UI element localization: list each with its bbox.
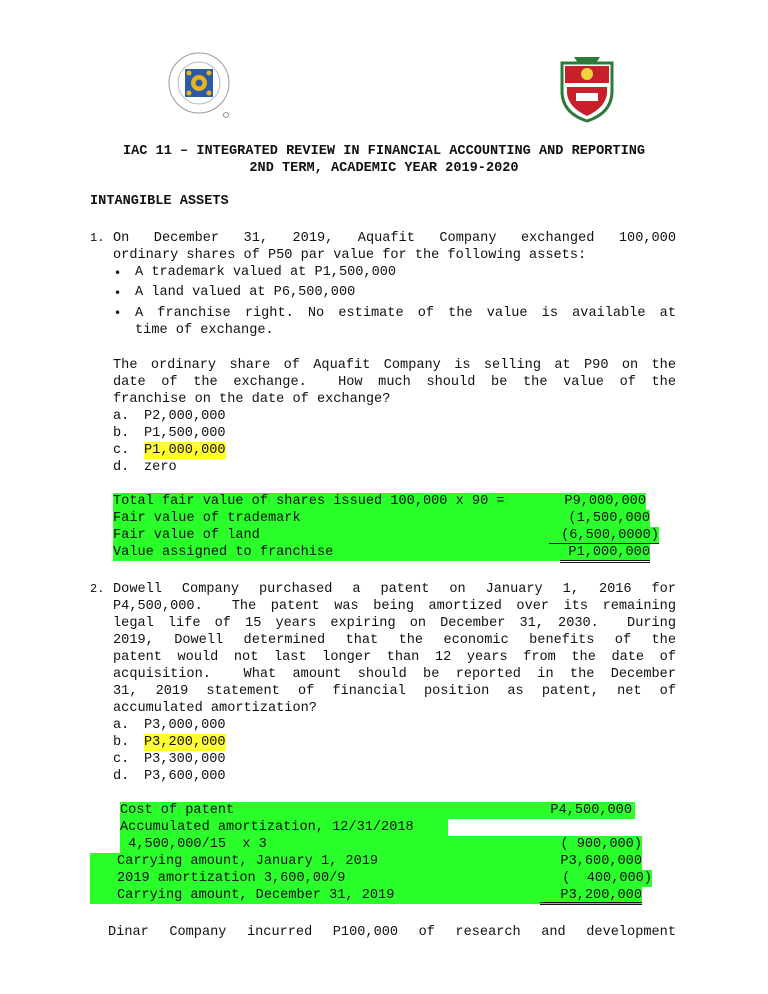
question-paragraph-line: The ordinary share of Aquafit Company is selling at P90 on the [113, 358, 676, 373]
document-title: IAC 11 – INTEGRATED REVIEW IN FINANCIAL ACCOUNTING AND REPORTING [122, 144, 646, 159]
bullet-text: A franchise right. No estimate of the value is available at [135, 306, 676, 321]
solution-amount: P4,500,000 [550, 803, 632, 818]
solution-label: Carrying amount, December 31, 2019 [117, 888, 395, 903]
solution-label: Total fair value of shares issued 100,000 x 90 = [113, 494, 505, 509]
document-subtitle: 2ND TERM, ACADEMIC YEAR 2019-2020 [249, 161, 519, 176]
choice-letter: a. [113, 409, 130, 424]
solution-label: 4,500,000/15 x 3 [120, 837, 267, 852]
solution-amount: ( 400,000) [562, 871, 652, 886]
question-line: legal life of 15 years expiring on December 31, 2030. During [113, 616, 676, 631]
question-paragraph-line: date of the exchange. How much should be the value of the [113, 375, 676, 390]
solution-label: 2019 amortization 3,600,00/9 [117, 871, 346, 886]
section-title: INTANGIBLE ASSETS [90, 194, 229, 209]
solution-label: Cost of patent [120, 803, 235, 818]
solution-label: Value assigned to franchise [113, 545, 334, 560]
bullet-text-continued: time of exchange. [135, 323, 274, 338]
university-seal-icon [168, 49, 230, 125]
question-paragraph-line: franchise on the date of exchange? [113, 392, 391, 407]
choice-text: P3,300,000 [144, 752, 226, 767]
bullet-text: A land valued at P6,500,000 [135, 285, 356, 300]
question-line: 31, 2019 statement of financial position as patent, net of [113, 684, 676, 699]
choice-text-highlighted-answer: P3,200,000 [144, 735, 226, 750]
question-number: 2. [90, 582, 105, 596]
choice-letter: b. [113, 426, 130, 441]
solution-amount: ( 900,000) [560, 837, 642, 852]
choice-text-highlighted-answer: P1,000,000 [144, 443, 226, 458]
bullet-icon: • [114, 266, 122, 280]
solution-label: Fair value of trademark [113, 511, 301, 526]
question-line: accumulated amortization? [113, 701, 317, 716]
choice-letter: d. [113, 769, 130, 784]
choice-text: P2,000,000 [144, 409, 226, 424]
solution-amount: P3,200,000 [540, 887, 642, 905]
question-line: patent would not last longer than 12 years from the date of [113, 650, 676, 665]
solution-label: Fair value of land [113, 528, 260, 543]
solution-label: Carrying amount, January 1, 2019 [117, 854, 379, 869]
college-crest-icon [554, 49, 620, 125]
question-number: 1. [90, 231, 105, 245]
solution-label: Accumulated amortization, 12/31/2018 [120, 820, 414, 835]
solution-amount: P3,600,000 [560, 854, 642, 869]
choice-letter: d. [113, 460, 130, 475]
choice-text: P3,000,000 [144, 718, 226, 733]
solution-amount: P1,000,000 [560, 544, 650, 563]
solution-amount: (1,500,000 [568, 511, 650, 526]
solution-amount: (6,500,0000) [549, 527, 659, 544]
question-line: P4,500,000. The patent was being amortized over its remaining [113, 599, 676, 614]
question-stem-line: ordinary shares of P50 par value for the following assets: [113, 248, 587, 263]
question-line: Dinar Company incurred P100,000 of research and development [108, 925, 676, 940]
choice-letter: a. [113, 718, 130, 733]
question-stem-line: On December 31, 2019, Aquafit Company exchanged 100,000 [113, 231, 676, 246]
choice-letter: c. [113, 443, 130, 458]
choice-letter: c. [113, 752, 130, 767]
question-line: acquisition. What amount should be reported in the December [113, 667, 676, 682]
choice-letter: b. [113, 735, 130, 750]
question-line: Dowell Company purchased a patent on January 1, 2016 for [113, 582, 676, 597]
bullet-icon: • [114, 286, 122, 300]
bullet-icon: • [114, 306, 122, 320]
solution-amount: P9,000,000 [564, 494, 646, 509]
bullet-text: A trademark valued at P1,500,000 [135, 265, 397, 280]
choice-text: P3,600,000 [144, 769, 226, 784]
question-line: 2019, Dowell determined that the economic benefits of the [113, 633, 676, 648]
choice-text: zero [144, 460, 177, 475]
choice-text: P1,500,000 [144, 426, 226, 441]
